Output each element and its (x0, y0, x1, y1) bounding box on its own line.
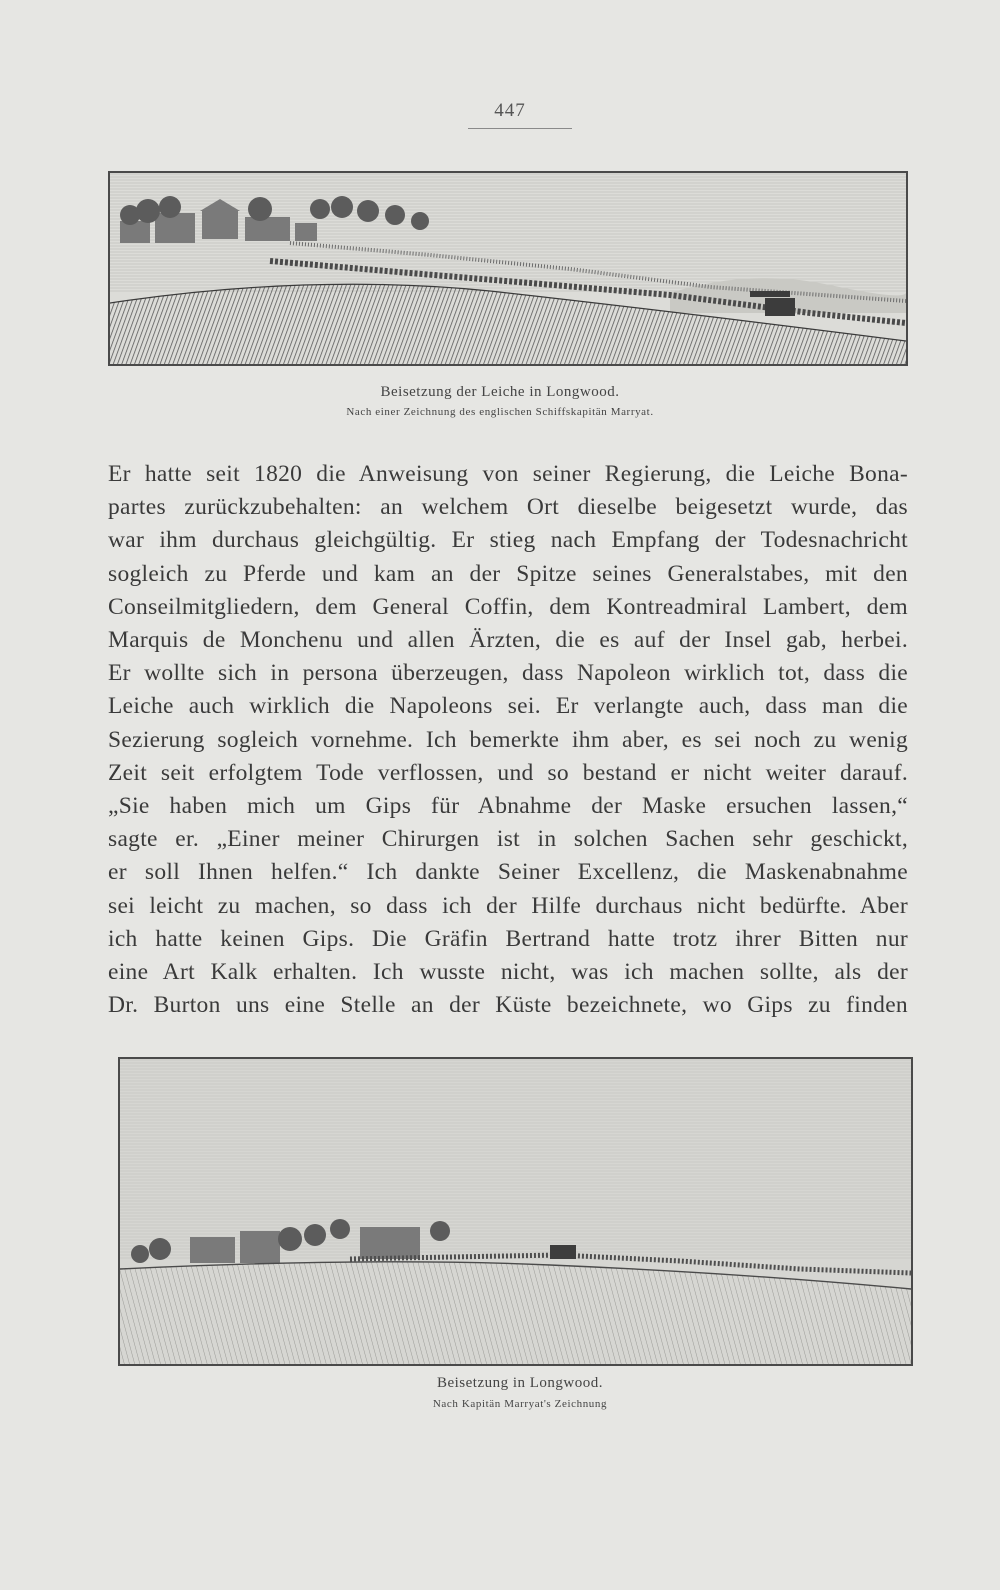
text-line: Dr. Burton uns eine Stelle an der Küste bezeichnete, wo Gips zu finden (108, 992, 908, 1019)
figure-2-credit: Nach Kapitän Marryat's Zeichnung (432, 1398, 608, 1410)
page-number-rule (468, 128, 572, 129)
landscape-engraving-icon (120, 1059, 911, 1364)
text-line: „Sie haben mich um Gips für Abnahme der Maske ersuchen lassen,“ (108, 793, 908, 820)
text-line: partes zurückzubehalten: an welchem Ort dieselbe beigesetzt wurde, das (108, 494, 908, 521)
body-paragraph (108, 458, 908, 1022)
text-line: Zeit seit erfolgtem Tode verflossen, und so bestand er nicht weiter darauf. (108, 759, 908, 786)
figure-2-caption: Beisetzung in Longwood. (436, 1375, 604, 1391)
text-line: ich hatte keinen Gips. Die Gräfin Bertrand hatte trotz ihrer Bitten nur (108, 925, 908, 952)
text-line: er soll Ihnen helfen.“ Ich dankte Seiner Excellenz, die Maskenabnahme (108, 859, 908, 886)
text-line: sogleich zu Pferde und kam an der Spitze seines Generalstabes, mit den (108, 560, 908, 587)
figure-1-caption: Beisetzung der Leiche in Longwood. (380, 384, 620, 400)
text-line: eine Art Kalk erhalten. Ich wusste nicht, was ich machen sollte, als der (108, 959, 908, 986)
engraving-burial-longwood-landscape (118, 1057, 913, 1366)
text-line: Conseilmitgliedern, dem General Coffin, dem Kontreadmiral Lambert, dem (108, 593, 908, 620)
text-line: war ihm durchaus gleichgültig. Er stieg nach Empfang der Todesnachricht (108, 527, 908, 554)
text-line: Sezierung sogleich vornehme. Ich bemerkte ihm aber, es sei noch zu wenig (108, 726, 908, 753)
text-line: Marquis de Monchenu und allen Ärzten, die es auf der Insel gab, herbei. (108, 627, 908, 654)
text-line: sagte er. „Einer meiner Chirurgen ist in solchen Sachen sehr geschickt, (108, 826, 908, 853)
text-line: Leiche auch wirklich die Napoleons sei. Er verlangte auch, dass man die (108, 693, 908, 720)
text-line: Er hatte seit 1820 die Anweisung von seiner Regierung, die Leiche Bona- (108, 461, 908, 487)
text-line: sei leicht zu machen, so dass ich der Hilfe durchaus nicht bedürfte. Aber (108, 892, 908, 919)
page-number: 447 (494, 100, 526, 121)
text-line: Er wollte sich in persona überzeugen, dass Napoleon wirklich tot, dass die (108, 660, 908, 687)
procession-engraving-icon (110, 173, 906, 364)
figure-1-credit: Nach einer Zeichnung des englischen Schiffskapitän Marryat. (346, 406, 654, 418)
engraving-funeral-procession-longwood (108, 171, 908, 366)
